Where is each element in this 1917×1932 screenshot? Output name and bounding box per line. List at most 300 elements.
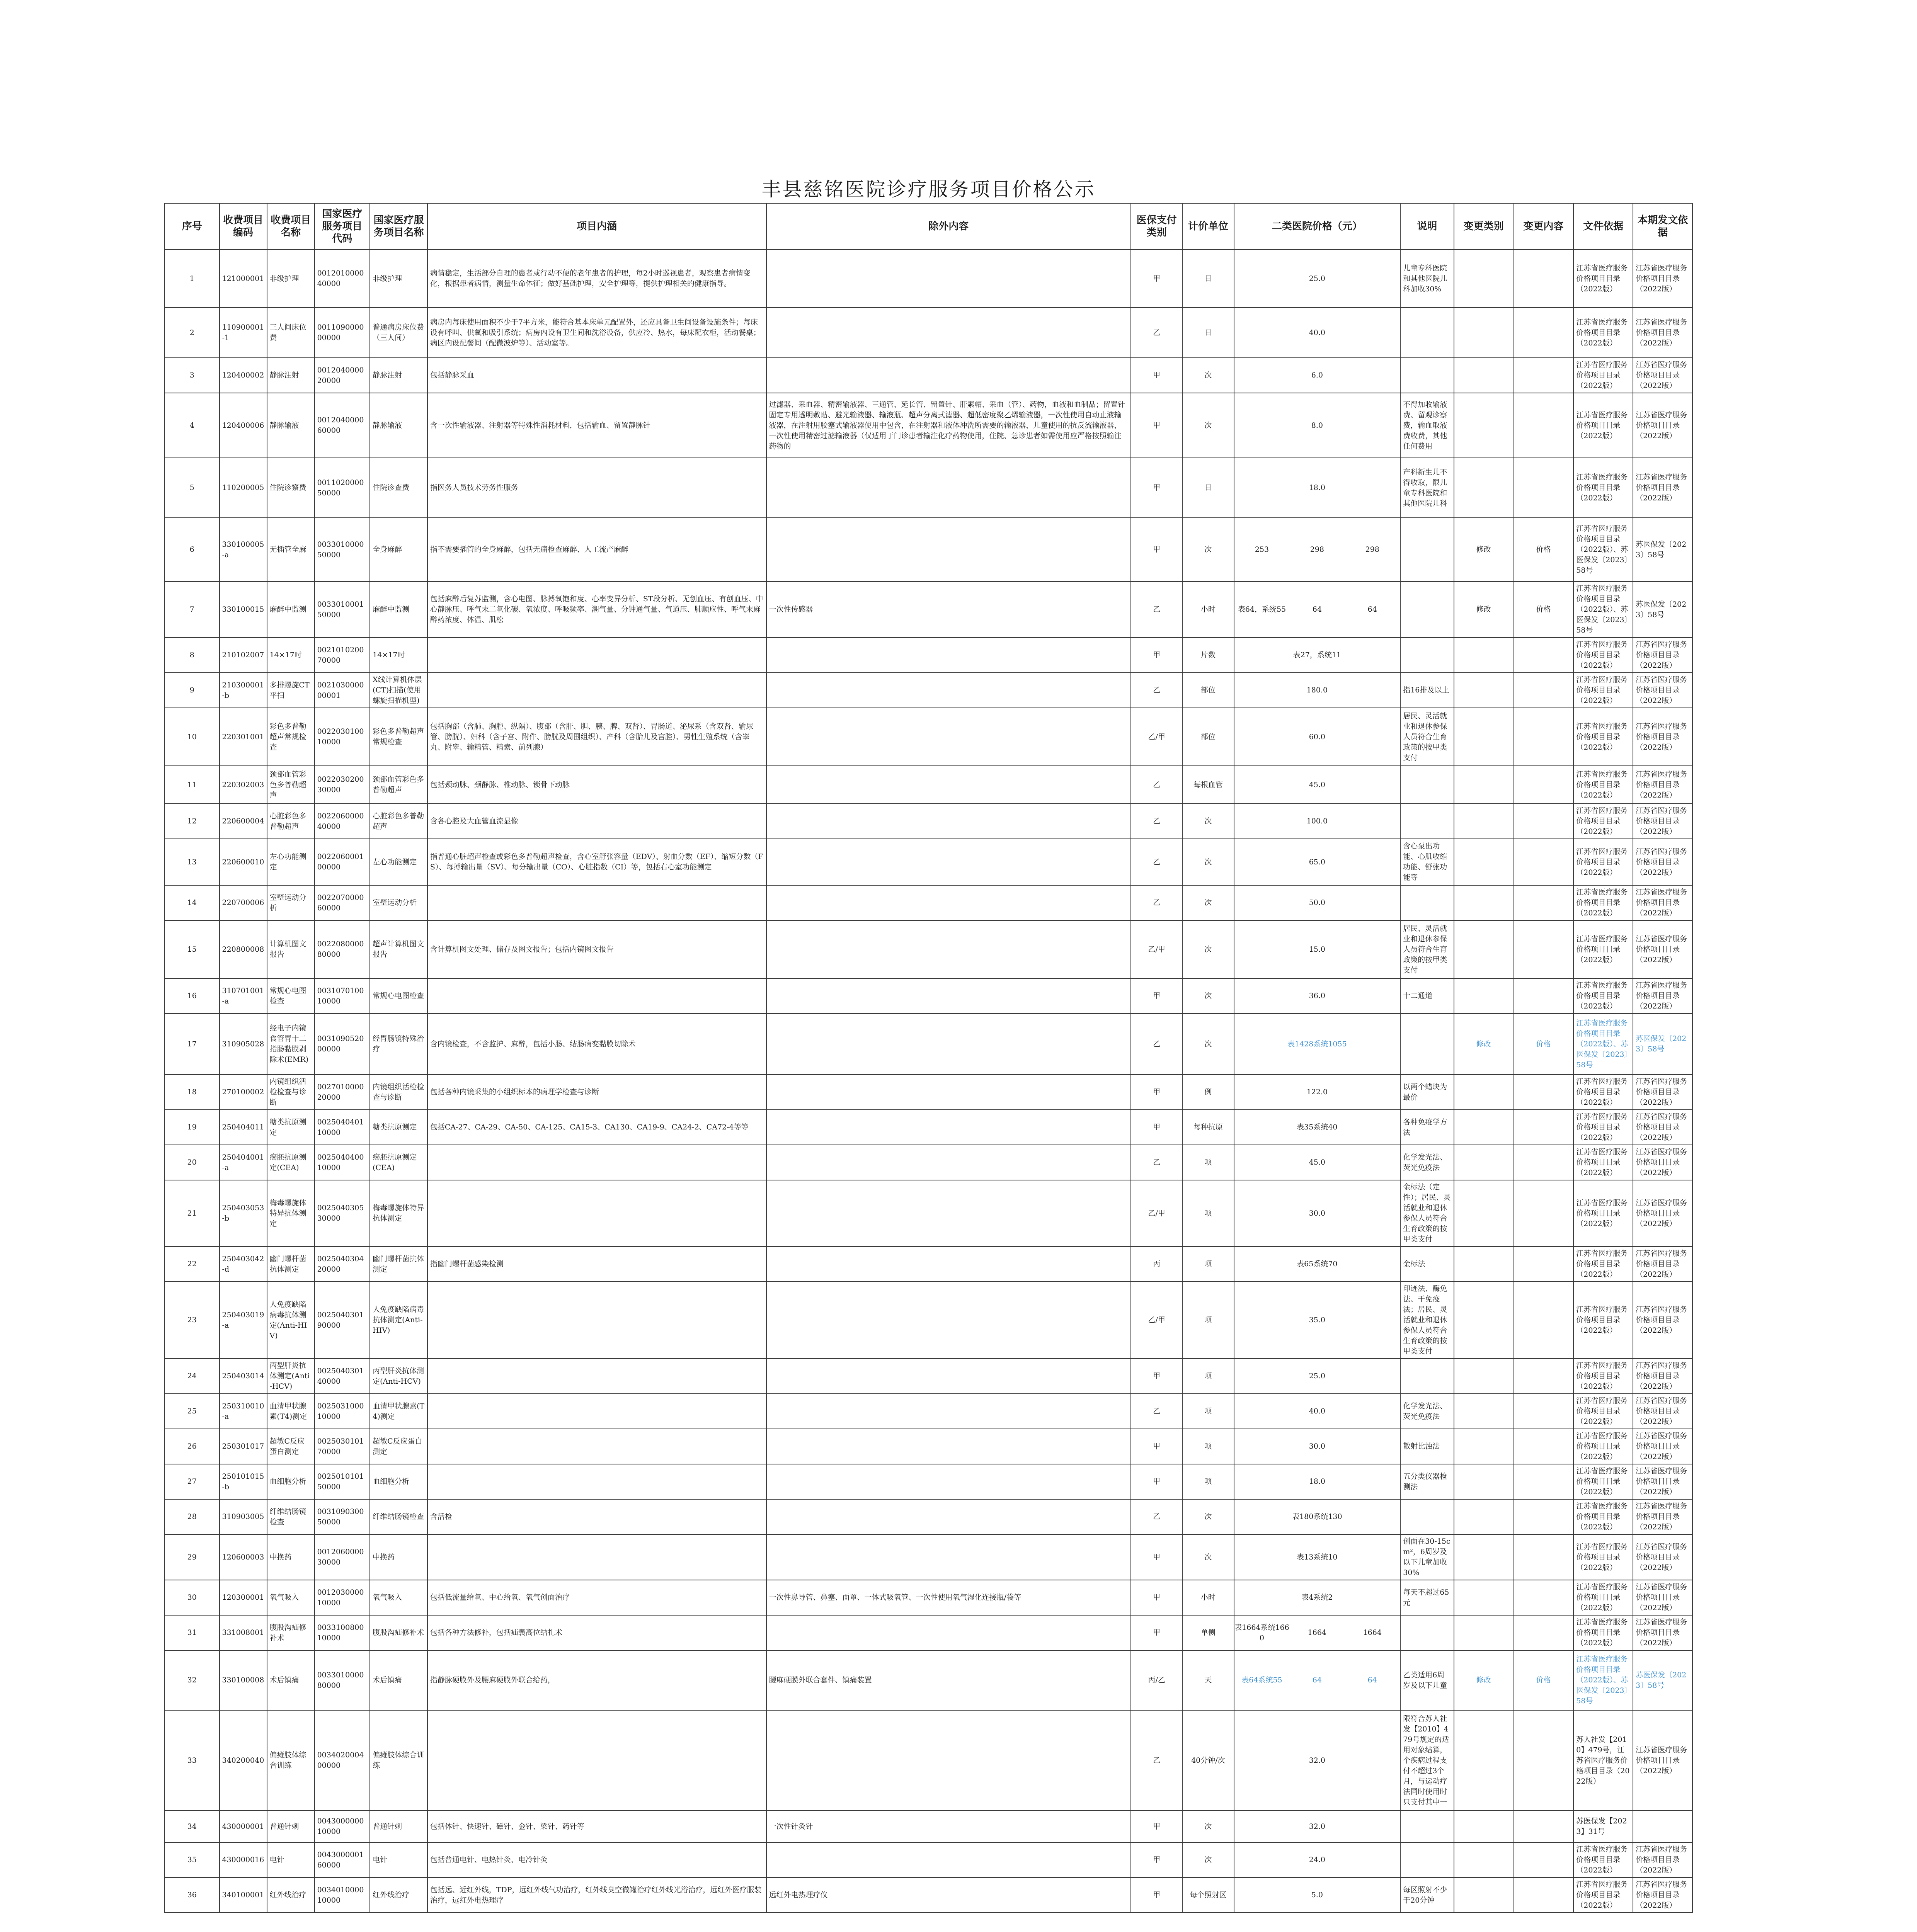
change-type-cell [1454, 885, 1514, 920]
doc-basis-cell: 江苏省医疗服务价格项目目录（2022版）、苏医保发〔2023〕58号 [1573, 518, 1633, 582]
doc-basis-cell: 江苏省医疗服务价格项目目录（2022版） [1573, 1282, 1633, 1359]
national-code-cell: 003301000050000 [315, 518, 370, 582]
pay-type-cell: 乙 [1131, 885, 1182, 920]
item-content-cell [427, 638, 766, 673]
pricing-unit-cell: 次 [1182, 978, 1234, 1014]
item-content-cell: 包括CA-27、CA-29、CA-50、CA-125、CA15-3、CA130、CA19-9、CA24-2、CA72-4等等 [427, 1110, 766, 1145]
change-type-cell [1454, 1110, 1514, 1145]
item-content-cell: 包括远、近红外线，TDP，远红外线气功治疗，红外线臭空微罐治疗红外线光浴治疗，远红外医疗服装治疗，远红外电热理疗 [427, 1878, 766, 1913]
table-row [165, 1650, 1692, 1710]
doc-basis-cell: 江苏省医疗服务价格项目目录（2022版） [1573, 978, 1633, 1014]
note-cell [1400, 1499, 1454, 1534]
fee-code-cell: 220800008 [220, 920, 267, 978]
change-type-cell [1454, 393, 1514, 458]
change-type-cell [1454, 458, 1514, 518]
price-tier-value: 表1664系统1660 [1234, 1623, 1289, 1642]
change-content-cell [1513, 978, 1573, 1014]
price-cell: 36.0 [1234, 978, 1401, 1014]
fee-code-cell: 270100002 [220, 1075, 267, 1110]
change-content-cell [1513, 1429, 1573, 1464]
doc-basis-cell: 江苏省医疗服务价格项目目录（2022版） [1573, 638, 1633, 673]
price-tiers [1234, 1622, 1400, 1643]
pricing-unit-cell: 次 [1182, 1014, 1234, 1075]
change-type-cell [1454, 804, 1514, 839]
pay-type-cell: 乙/甲 [1131, 708, 1182, 766]
fee-name-cell: 超敏C反应蛋白测定 [267, 1429, 315, 1464]
current-doc-basis-cell: 江苏省医疗服务价格项目目录（2022版） [1633, 250, 1692, 308]
change-content-cell [1513, 1615, 1573, 1650]
row-number-cell: 7 [165, 582, 220, 638]
note-cell [1400, 638, 1454, 673]
item-content-cell: 包括麻醉后复苏监测，含心电图、脉搏氧饱和度、心率变异分析、ST段分析、无创血压、有创血压、中心静脉压、呼气末二氧化碳、氧浓度、呼吸频率、潮气量、分钟通气量、气道压、肺顺应性、呼气末麻醉药浓度、体温、肌松 [427, 582, 766, 638]
row-number-cell: 1 [165, 250, 220, 308]
pay-type-cell: 甲 [1131, 1359, 1182, 1394]
exclude-content-cell [766, 885, 1131, 920]
doc-basis-cell: 江苏省医疗服务价格项目目录（2022版） [1573, 1878, 1633, 1913]
current-doc-basis-cell: 江苏省医疗服务价格项目目录（2022版） [1633, 1464, 1692, 1499]
header-national-name: 国家医疗服务项目名称 [370, 203, 427, 250]
price-cell: 32.0 [1234, 1811, 1401, 1842]
header-current-doc-basis: 本期发文依据 [1633, 203, 1692, 250]
national-code-cell: 003301000080000 [315, 1650, 370, 1710]
row-number-cell: 36 [165, 1878, 220, 1913]
exclude-content-cell [766, 978, 1131, 1014]
exclude-content-cell [766, 673, 1131, 708]
fee-code-cell: 250403053-b [220, 1180, 267, 1247]
doc-basis-cell: 江苏省医疗服务价格项目目录（2022版） [1573, 1180, 1633, 1247]
national-name-cell: 丙型肝炎抗体测定(Anti-HCV) [370, 1359, 427, 1394]
table-row [165, 1145, 1692, 1180]
change-type-cell [1454, 978, 1514, 1014]
header-change-content: 变更内容 [1513, 203, 1573, 250]
header-no: 序号 [165, 203, 220, 250]
row-number-cell: 20 [165, 1145, 220, 1180]
row-number-cell: 25 [165, 1394, 220, 1429]
price-tier-value: 64 [1312, 1676, 1322, 1684]
pricing-unit-cell: 部位 [1182, 708, 1234, 766]
pay-type-cell: 丙 [1131, 1247, 1182, 1282]
doc-basis-cell: 江苏省医疗服务价格项目目录（2022版） [1573, 1247, 1633, 1282]
current-doc-basis-cell: 江苏省医疗服务价格项目目录（2022版） [1633, 1394, 1692, 1429]
pay-type-cell: 乙 [1131, 673, 1182, 708]
table-row [165, 638, 1692, 673]
price-cell: 表4系统2 [1234, 1580, 1401, 1615]
pay-type-cell: 乙 [1131, 1394, 1182, 1429]
national-name-cell: 左心功能测定 [370, 839, 427, 885]
price-tiers [1234, 604, 1400, 615]
note-cell [1400, 518, 1454, 582]
price-cell: 40.0 [1234, 308, 1401, 358]
table-row [165, 582, 1692, 638]
fee-name-cell: 经电子内镜食管胃十二指肠黏膜剥除术(EMR) [267, 1014, 315, 1075]
doc-basis-cell: 江苏省医疗服务价格项目目录（2022版） [1573, 885, 1633, 920]
national-name-cell: 偏瘫肢体综合训练 [370, 1710, 427, 1811]
exclude-content-cell [766, 1534, 1131, 1580]
national-code-cell: 002501010150000 [315, 1464, 370, 1499]
national-code-cell: 003107010010000 [315, 978, 370, 1014]
current-doc-basis-cell: 江苏省医疗服务价格项目目录（2022版） [1633, 708, 1692, 766]
fee-code-cell: 331008001 [220, 1615, 267, 1650]
pricing-unit-cell: 项 [1182, 1359, 1234, 1394]
note-cell [1400, 885, 1454, 920]
change-type-cell [1454, 250, 1514, 308]
pricing-unit-cell: 项 [1182, 1394, 1234, 1429]
national-code-cell: 003109052000000 [315, 1014, 370, 1075]
price-document [164, 176, 1693, 1913]
current-doc-basis-cell: 江苏省医疗服务价格项目目录（2022版） [1633, 885, 1692, 920]
national-code-cell: 002504040110000 [315, 1110, 370, 1145]
price-cell: 50.0 [1234, 885, 1401, 920]
fee-name-cell: 普通针刺 [267, 1811, 315, 1842]
fee-name-cell: 室壁运动分析 [267, 885, 315, 920]
price-cell: 35.0 [1234, 1282, 1401, 1359]
fee-code-cell: 110200005 [220, 458, 267, 518]
change-type-cell [1454, 920, 1514, 978]
pricing-unit-cell: 部位 [1182, 673, 1234, 708]
price-cell: 60.0 [1234, 708, 1401, 766]
current-doc-basis-cell: 江苏省医疗服务价格项目目录（2022版） [1633, 1110, 1692, 1145]
exclude-content-cell: 过滤器、采血器、精密输液器、三通管、延长管、留置针、肝素帽、采血（管）、药物，血液和血制品；留置针固定专用透明敷贴、避光输液器、输液瓶、超声分离式滤器、超低密度聚乙烯输液器，一次性使用自动止液输液器，在注射用胶塞式输液器使用中包含，在注射器和液体冲洗所需要的输液器，儿童使用的抗反流输液器，一次性使用精密过滤输液器（仅适用于门诊患者输注化疗药物使用，住院、急诊患者如需使用应严格按照输注药物的 [766, 393, 1131, 458]
fee-code-cell: 330100015 [220, 582, 267, 638]
national-name-cell: 非级护理 [370, 250, 427, 308]
fee-name-cell: 多排螺旋CT平扫 [267, 673, 315, 708]
national-code-cell: 001203000010000 [315, 1580, 370, 1615]
exclude-content-cell: 一次性针灸针 [766, 1811, 1131, 1842]
current-doc-basis-cell: 江苏省医疗服务价格项目目录（2022版） [1633, 1842, 1692, 1878]
exclude-content-cell [766, 308, 1131, 358]
change-type-cell: 修改 [1454, 1650, 1514, 1710]
pricing-unit-cell: 项 [1182, 1247, 1234, 1282]
row-number-cell: 31 [165, 1615, 220, 1650]
note-cell: 每区照射不少于20分钟 [1400, 1878, 1454, 1913]
fee-code-cell: 340200040 [220, 1710, 267, 1811]
national-code-cell: 002206000040000 [315, 804, 370, 839]
price-tier-value: 64 [1367, 605, 1377, 614]
header-price: 二类医院价格（元） [1234, 203, 1401, 250]
table-row [165, 308, 1692, 358]
change-type-cell [1454, 1842, 1514, 1878]
change-content-cell [1513, 839, 1573, 885]
exclude-content-cell [766, 1429, 1131, 1464]
header-name: 收费项目名称 [267, 203, 315, 250]
table-body [165, 250, 1692, 1913]
exclude-content-cell: 远红外电热理疗仪 [766, 1878, 1131, 1913]
fee-name-cell: 心脏彩色多普勒超声 [267, 804, 315, 839]
change-content-cell: 价格 [1513, 1014, 1573, 1075]
national-name-cell: 氧气吸入 [370, 1580, 427, 1615]
national-name-cell: 颈部血管彩色多普勒超声 [370, 766, 427, 804]
price-cell: 表1428系统1055 [1234, 1014, 1401, 1075]
national-code-cell: 001109000000000 [315, 308, 370, 358]
price-tiers [1234, 1675, 1400, 1685]
change-content-cell [1513, 920, 1573, 978]
national-name-cell: 全身麻醉 [370, 518, 427, 582]
row-number-cell: 12 [165, 804, 220, 839]
national-name-cell: 超声计算机图文报告 [370, 920, 427, 978]
national-code-cell: 001206000030000 [315, 1534, 370, 1580]
current-doc-basis-cell: 江苏省医疗服务价格项目目录（2022版） [1633, 1145, 1692, 1180]
pay-type-cell: 甲 [1131, 358, 1182, 393]
price-tiers [1234, 544, 1400, 555]
item-content-cell [427, 1534, 766, 1580]
fee-name-cell: 中换药 [267, 1534, 315, 1580]
pay-type-cell: 甲 [1131, 1811, 1182, 1842]
row-number-cell: 35 [165, 1842, 220, 1878]
national-code-cell: 002504030190000 [315, 1282, 370, 1359]
table-row [165, 1499, 1692, 1534]
change-type-cell [1454, 1710, 1514, 1811]
current-doc-basis-cell: 江苏省医疗服务价格项目目录（2022版） [1633, 673, 1692, 708]
current-doc-basis-cell: 江苏省医疗服务价格项目目录（2022版） [1633, 1534, 1692, 1580]
item-content-cell: 指幽门螺杆菌感染检测 [427, 1247, 766, 1282]
national-name-cell: 内镜组织活检检查与诊断 [370, 1075, 427, 1110]
price-tier-value: 1664 [1363, 1628, 1382, 1637]
header-code: 收费项目编码 [220, 203, 267, 250]
exclude-content-cell [766, 1180, 1131, 1247]
exclude-content-cell [766, 1247, 1131, 1282]
change-type-cell [1454, 1878, 1514, 1913]
doc-basis-cell: 江苏省医疗服务价格项目目录（2022版） [1573, 308, 1633, 358]
row-number-cell: 28 [165, 1499, 220, 1534]
header-unit: 计价单位 [1182, 203, 1234, 250]
pay-type-cell: 乙/甲 [1131, 920, 1182, 978]
row-number-cell: 8 [165, 638, 220, 673]
table-row [165, 708, 1692, 766]
fee-name-cell: 人免疫缺陷病毒抗体测定(Anti-HIV) [267, 1282, 315, 1359]
note-cell: 居民、灵活就业和退休参保人员符合生育政策的按甲类支付 [1400, 708, 1454, 766]
price-cell: 表13系统10 [1234, 1534, 1401, 1580]
price-cell: 18.0 [1234, 1464, 1401, 1499]
national-code-cell: 002701000020000 [315, 1075, 370, 1110]
change-content-cell: 价格 [1513, 518, 1573, 582]
exclude-content-cell: 一次性鼻导管、鼻塞、面罩、一体式吸氧管、一次性使用氧气湿化连接瓶/袋等 [766, 1580, 1131, 1615]
national-name-cell: 心脏彩色多普勒超声 [370, 804, 427, 839]
exclude-content-cell [766, 518, 1131, 582]
fee-name-cell: 静脉注射 [267, 358, 315, 393]
change-type-cell [1454, 1615, 1514, 1650]
fee-code-cell: 250403014 [220, 1359, 267, 1394]
fee-name-cell: 麻醉中监测 [267, 582, 315, 638]
price-tier-value: 64 [1312, 605, 1322, 614]
pricing-unit-cell: 次 [1182, 1499, 1234, 1534]
national-name-cell: 超敏C反应蛋白测定 [370, 1429, 427, 1464]
fee-code-cell: 120400002 [220, 358, 267, 393]
change-content-cell [1513, 1075, 1573, 1110]
table-row [165, 673, 1692, 708]
fee-code-cell: 250403019-a [220, 1282, 267, 1359]
exclude-content-cell [766, 920, 1131, 978]
price-tier-value: 1664 [1308, 1628, 1327, 1637]
price-cell: 40.0 [1234, 1394, 1401, 1429]
current-doc-basis-cell: 江苏省医疗服务价格项目目录（2022版） [1633, 978, 1692, 1014]
note-cell [1400, 1842, 1454, 1878]
table-row [165, 1282, 1692, 1359]
current-doc-basis-cell: 苏医保发〔2023〕58号 [1633, 1650, 1692, 1710]
change-content-cell [1513, 358, 1573, 393]
exclude-content-cell [766, 638, 1131, 673]
pricing-unit-cell: 次 [1182, 885, 1234, 920]
fee-code-cell: 210102007 [220, 638, 267, 673]
note-cell: 含心泵出功能、心肌收缩功能、舒张功能等 [1400, 839, 1454, 885]
item-content-cell: 含内镜检查，不含监护、麻醉，包括小肠、结肠病变黏膜切除术 [427, 1014, 766, 1075]
table-row [165, 518, 1692, 582]
pricing-unit-cell: 40分钟/次 [1182, 1710, 1234, 1811]
national-name-cell: 室壁运动分析 [370, 885, 427, 920]
national-name-cell: 住院诊查费 [370, 458, 427, 518]
national-code-cell: 002101020070000 [315, 638, 370, 673]
row-number-cell: 3 [165, 358, 220, 393]
table-row [165, 458, 1692, 518]
exclude-content-cell [766, 708, 1131, 766]
note-cell [1400, 766, 1454, 804]
fee-name-cell: 腹股沟疝修补术 [267, 1615, 315, 1650]
row-number-cell: 11 [165, 766, 220, 804]
pay-type-cell: 乙 [1131, 1145, 1182, 1180]
price-tier-value: 64 [1367, 1676, 1377, 1684]
price-cell: 表180系统130 [1234, 1499, 1401, 1534]
item-content-cell: 病情稳定，生活部分自理的患者或行动不便的老年患者的护理，每2小时巡视患者，观察患者病情变化，根据患者病情，测量生命体征；做好基础护理，安全护理等，提供护理相关的健康指导。 [427, 250, 766, 308]
current-doc-basis-cell: 苏医保发〔2023〕58号 [1633, 1014, 1692, 1075]
national-name-cell: 麻醉中监测 [370, 582, 427, 638]
national-name-cell: 经胃肠镜特殊治疗 [370, 1014, 427, 1075]
price-cell [1234, 582, 1401, 638]
exclude-content-cell [766, 1014, 1131, 1075]
price-cell [1234, 1615, 1401, 1650]
national-code-cell: 003402000400000 [315, 1710, 370, 1811]
change-type-cell [1454, 1145, 1514, 1180]
item-content-cell: 包括低流量给氧、中心给氧、氧气创面治疗 [427, 1580, 766, 1615]
fee-name-cell: 糖类抗原测定 [267, 1110, 315, 1145]
national-name-cell: 常规心电图检查 [370, 978, 427, 1014]
pricing-unit-cell: 次 [1182, 1534, 1234, 1580]
doc-basis-cell: 江苏省医疗服务价格项目目录（2022版）、苏医保发〔2023〕58号 [1573, 1650, 1633, 1710]
fee-name-cell: 癌胚抗原测定(CEA) [267, 1145, 315, 1180]
change-content-cell [1513, 1710, 1573, 1811]
price-tier-value: 298 [1310, 545, 1324, 554]
change-type-cell [1454, 1580, 1514, 1615]
table-row [165, 1394, 1692, 1429]
pay-type-cell: 乙/甲 [1131, 1180, 1182, 1247]
row-number-cell: 17 [165, 1014, 220, 1075]
table-row [165, 1534, 1692, 1580]
national-name-cell: 红外线治疗 [370, 1878, 427, 1913]
note-cell: 每天不超过65元 [1400, 1580, 1454, 1615]
fee-code-cell: 121000001 [220, 250, 267, 308]
note-cell [1400, 358, 1454, 393]
fee-code-cell: 120600003 [220, 1534, 267, 1580]
exclude-content-cell: 一次性传感器 [766, 582, 1131, 638]
row-number-cell: 13 [165, 839, 220, 885]
pricing-unit-cell: 天 [1182, 1650, 1234, 1710]
fee-code-cell: 220700006 [220, 885, 267, 920]
price-table [164, 203, 1693, 1913]
table-row [165, 1580, 1692, 1615]
price-cell: 表27，系统11 [1234, 638, 1401, 673]
item-content-cell: 病房内每床使用面积不少于7平方米，能符合基本床单元配置外，还应具备卫生间设备设施条件；每床设有呼叫、供氧和吸引系统；病房内设有卫生间和洗浴设备，供应冷、热水，每床配衣柜，活动餐桌；病区内设配餐间（配微波炉等）、活动室等。 [427, 308, 766, 358]
national-code-cell: 002503100010000 [315, 1394, 370, 1429]
fee-name-cell: 14×17吋 [267, 638, 315, 673]
pay-type-cell: 甲 [1131, 638, 1182, 673]
row-number-cell: 27 [165, 1464, 220, 1499]
fee-name-cell: 颈部血管彩色多普勒超声 [267, 766, 315, 804]
pricing-unit-cell: 次 [1182, 804, 1234, 839]
doc-basis-cell: 江苏省医疗服务价格项目目录（2022版） [1573, 1075, 1633, 1110]
price-cell: 表65系统70 [1234, 1247, 1401, 1282]
change-type-cell: 修改 [1454, 1014, 1514, 1075]
national-code-cell: 002103000000001 [315, 673, 370, 708]
doc-basis-cell: 江苏省医疗服务价格项目目录（2022版） [1573, 1615, 1633, 1650]
header-content: 项目内涵 [427, 203, 766, 250]
change-content-cell [1513, 1580, 1573, 1615]
fee-code-cell: 210300001-b [220, 673, 267, 708]
price-cell: 180.0 [1234, 673, 1401, 708]
price-cell: 100.0 [1234, 804, 1401, 839]
pricing-unit-cell: 小时 [1182, 1580, 1234, 1615]
national-name-cell: 彩色多普勒超声常规检查 [370, 708, 427, 766]
note-cell: 限符合苏人社发【2010】479号规定的适用对象结算，个疾病过程支付不超过3个月，与运动疗法同时使用时只支付其中一 [1400, 1710, 1454, 1811]
fee-code-cell: 250403042-d [220, 1247, 267, 1282]
current-doc-basis-cell: 江苏省医疗服务价格项目目录（2022版） [1633, 920, 1692, 978]
note-cell: 产科新生儿不得收取，限儿童专科医院和其他医院儿科 [1400, 458, 1454, 518]
doc-basis-cell: 江苏省医疗服务价格项目目录（2022版） [1573, 804, 1633, 839]
item-content-cell [427, 978, 766, 1014]
exclude-content-cell [766, 1110, 1131, 1145]
item-content-cell: 包括体针、快速针、磁针、金针、梁针、药针等 [427, 1811, 766, 1842]
national-code-cell: 003310080010000 [315, 1615, 370, 1650]
table-row [165, 1110, 1692, 1145]
exclude-content-cell: 腰麻硬膜外联合套件、镇痛装置 [766, 1650, 1131, 1710]
table-row [165, 393, 1692, 458]
doc-basis-cell: 江苏省医疗服务价格项目目录（2022版） [1573, 1499, 1633, 1534]
price-cell: 表35系统40 [1234, 1110, 1401, 1145]
item-content-cell: 包括各种内镜采集的小组织标本的病理学检查与诊断 [427, 1075, 766, 1110]
fee-code-cell: 220600004 [220, 804, 267, 839]
exclude-content-cell [766, 1394, 1131, 1429]
table-row [165, 1429, 1692, 1464]
exclude-content-cell [766, 250, 1131, 308]
table-row [165, 1180, 1692, 1247]
price-cell: 30.0 [1234, 1180, 1401, 1247]
item-content-cell: 含一次性输液器、注射器等特殊性消耗材料，包括输血、留置静脉针 [427, 393, 766, 458]
fee-code-cell: 430000016 [220, 1842, 267, 1878]
table-row [165, 1842, 1692, 1878]
item-content-cell: 包括普通电针、电热针灸、电冷针灸 [427, 1842, 766, 1878]
fee-code-cell: 250404001-a [220, 1145, 267, 1180]
change-content-cell [1513, 1110, 1573, 1145]
table-row [165, 358, 1692, 393]
pay-type-cell: 乙 [1131, 1710, 1182, 1811]
change-content-cell [1513, 1394, 1573, 1429]
pricing-unit-cell: 日 [1182, 250, 1234, 308]
national-code-cell: 003301000150000 [315, 582, 370, 638]
national-code-cell: 002504030530000 [315, 1180, 370, 1247]
fee-name-cell: 静脉输液 [267, 393, 315, 458]
fee-name-cell: 左心功能测定 [267, 839, 315, 885]
fee-code-cell: 250301017 [220, 1429, 267, 1464]
change-content-cell [1513, 1145, 1573, 1180]
row-number-cell: 21 [165, 1180, 220, 1247]
pricing-unit-cell: 例 [1182, 1075, 1234, 1110]
price-cell: 45.0 [1234, 766, 1401, 804]
note-cell: 印迹法、酶免法、干免疫法；居民、灵活就业和退休参保人员符合生育政策的按甲类支付 [1400, 1282, 1454, 1359]
row-number-cell: 5 [165, 458, 220, 518]
current-doc-basis-cell: 江苏省医疗服务价格项目目录（2022版） [1633, 1878, 1692, 1913]
change-content-cell [1513, 1180, 1573, 1247]
table-row [165, 1247, 1692, 1282]
price-cell: 24.0 [1234, 1842, 1401, 1878]
row-number-cell: 30 [165, 1580, 220, 1615]
national-code-cell: 002203020030000 [315, 766, 370, 804]
